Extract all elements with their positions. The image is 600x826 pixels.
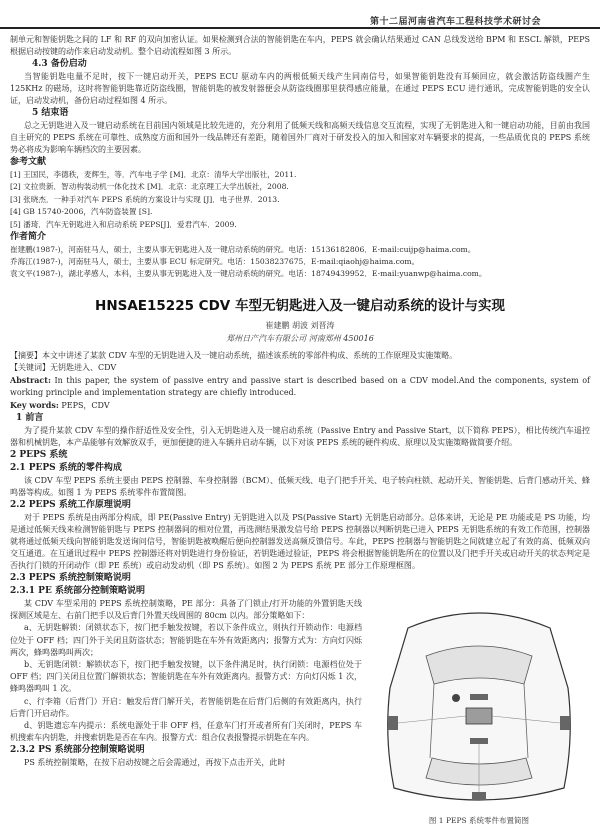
strategy-item-d: d、钥匙遗忘车内提示：系统电源处于非 OFF 档，任意车门打开或者所有门关闭时，PEPS 车机搜索车内钥匙，并搜索钥匙是否在车内。报警方式：组合仪表报警提示钥匙在车内。 [10, 721, 362, 743]
tailgate-switch [472, 792, 486, 800]
paragraph-2-2: 对于 PEPS 系统是由两部分构成，即 PE(Passive Entry) 无钥匙进入以及 PS(Passive Start) 无钥匙启动部分。总体来讲，无论是 PE 功能或是 PS 功能，均是通过低频天线来检测智能钥匙与 PEPS 控制器间的相对位置，再选测结果激发信号给 PEPS 控制器以判断钥匙已进入 PEPS 无钥匙系统的有效工作范围，控制器就将通过低频天线向智能钥匙发送询问信号，智能钥匙被唤醒后便向控制器发送高频反馈信号。车此，PEPS 控制器与智能钥匙之间就建立起了有效的高、低频双向交互通道。在互通讯过程中 PEPS 控制器还将对钥匙进行身份验证，若钥匙通过验证，PEPS 将会根据智能钥匙所在的位置以及门把手开关或启动开关的状态判定是否执行门锁的开闭动作（即 PE 系统）或启动发动机（即 PS 系统）。如图 2 为 PEPS 系统 PE 部分工作原理框图。 [10, 513, 590, 571]
strategy-item-c: c、行李箱（后背门）开启：触发后背门解开关，若智能钥匙在后背门后侧的有效距离内，执行后背门开启动作。 [10, 696, 362, 718]
reference-item: [2] 文拉贵新．智动构装动机一体化技术 [M]．北京：北京理工大学出版社，2008. [10, 182, 289, 192]
strategy-item-a: a、无钥匙解锁：闭锁状态下，按门把手触发按键，若以下条件成立，则执行开锁动作：电源档位处于 OFF 档；四门外于关闭且防盗状态；智能钥匙在车外有效距离内；报警方式为：方向灯闪烁两次，蜂鸣器鸣叫两次； [10, 623, 362, 657]
right-door-handle [560, 716, 570, 730]
paragraph-prev-3: 总之无钥匙进入及一键启动系统在目前国内领域是比较先进的，充分利用了低频天线和高频天线信息交互流程，实现了无钥匙进入和一键启动功能，目前由我国自主研究的 PEPS 系统在可靠性、成熟度方面和国外一线品牌还有差距，随着国外厂商对于研发投入的加入和国家对车辆要求的提高，一些品质优良的 PEPS 系统势必将成为影响车辆档次的主要因素。 [10, 121, 590, 154]
peps-controller [466, 708, 492, 724]
conference-header: 第十二届河南省汽车工程科技学术研讨会 [370, 17, 542, 27]
abstract-en-text: In this paper, the system of passive entry and passive start is described based on a CDV model.And the components, system of working principle and implementation strategy are chiefly introduced. [10, 376, 590, 398]
paragraph-2-3-2: PS 系统控制策略，在按下启动按键之后会需通过，再按下点击开关，此时 [24, 758, 286, 768]
section-heading-1: 1 前言 [16, 413, 44, 424]
car-topview-diagram [368, 598, 590, 814]
start-button [452, 694, 460, 702]
peps-layout-figure [368, 598, 590, 826]
reference-item: [4] GB 15740-2006，汽车防盗装置 [S]. [10, 207, 153, 217]
keywords-en [10, 399, 590, 412]
rear-antenna [470, 738, 488, 744]
keywords-en-label: Key words: [10, 400, 59, 411]
paragraph-intro: 为了提升某款 CDV 车型的操作舒适性及安全性，引入无钥匙进入及一键启动系统（Passive Entry and Passive Start，以下简称 PEPS），相比传统汽车遥控器和机械钥匙，本产品能够有效解放双手，更加便捷的进入车辆并启动车辆，以下对该 PEPS 系统的硬件构成、原理以及实施策略做简要介绍。 [10, 426, 590, 448]
paper-affiliation: 郑州日产汽车有限公司 河南郑州 450016 [226, 334, 374, 344]
author-bio-line: 袁文平(1987-)，湖北孝感人，本科，主要从事无钥匙进入及一键启动系统的研究。电话：18749439952．E-mail:yuanwp@haima.com。 [10, 269, 487, 279]
windshield [426, 646, 532, 684]
page-content [10, 34, 590, 826]
section-heading-2-3-2: 2.3.2 PS 系统部分控制策略说明 [10, 745, 145, 756]
section-heading-5: 5 结束语 [32, 108, 69, 118]
abstract-en-label: Abstract: [10, 375, 51, 386]
abstract-cn: 【摘要】本文中讲述了某款 CDV 车型的无钥匙进入及一键启动系统，描述该系统的零部件构成、系统的工作原理及实施策略。 [10, 351, 458, 361]
author-bio-heading: 作者简介 [10, 232, 47, 243]
paragraph-prev-2: 当智能钥匙电量不足时，按下一键启动开关，PEPS ECU 驱动车内的两根低频天线产生同南信号，如果智能钥匙没有耳频回应，就会激活防盗线圈产生 125KHz 的磁场，这时将智能钥匙靠近防盗线圈，智能钥匙的被发射器便会从防盗线圈那里获得感应能量，在通过 PEPS ECU 进行通讯，完成智能钥匙的安全认证，启动发动机，备份启动过程如图 4 所示。 [10, 72, 590, 105]
paragraph-prev-1: 制单元和智能钥匙之间的 LF 和 RF 的双向加密认证。如果检测到合法的智能钥匙在车内，PEPS 就会确认结果通过 CAN 总线发送给 BPM 和 ESCL 解锁，PEPS 根据启动按键的动作来启动发动机。整个启动流程如图 3 所示。 [10, 35, 590, 56]
reference-item: [5] 潘琦．汽车无钥匙进入和启动系统 PEPS[J]．爱君汽车．2009. [10, 219, 237, 229]
paper-title: HNSAE15225 CDV 车型无钥匙进入及一键启动系统的设计与实现 [95, 298, 505, 315]
left-door-handle [388, 716, 398, 730]
section-heading-2-2: 2.2 PEPS 系统工作原理说明 [10, 500, 131, 511]
header-rule [0, 27, 600, 29]
section-heading-2-1: 2.1 PEPS 系统的零件构成 [10, 463, 122, 474]
keywords-cn: 【关键词】无钥匙进入、CDV [10, 363, 117, 373]
paper-authors: 崔建鹏 胡波 刘晋涛 [265, 321, 335, 331]
abstract-en [10, 374, 590, 399]
paragraph-2-3-1: 某 CDV 车型采用的 PEPS 系统控制策略，PE 部分：具备了门锁止/打开功能的外置钥匙天线探测区域是左、右前门把手以及后背门外置天线周围的 80cm 以内。部分策略如下： [10, 599, 362, 621]
two-column-area [10, 598, 590, 826]
section-heading-2-3: 2.3 PEPS 系统控制策略说明 [10, 573, 131, 584]
left-column [10, 598, 362, 770]
figure-caption: 图 1 PEPS 系统零件布置简图 [428, 816, 530, 826]
references-heading: 参考文献 [10, 157, 47, 167]
keywords-en-text: PEPS，CDV [58, 401, 110, 411]
author-bio-line: 乔海江(1987-)，河南驻马人，硕士，主要从事 ECU 标定研究。电话：15038237675．E-mail:qiaohj@haima.com。 [10, 257, 420, 267]
reference-item: [1] 王国民，李德秩，麦辉生，等．汽车电子学 [M]．北京：清华大学出版社，2011. [10, 170, 297, 179]
author-bio-line: 崔建鹏(1987-)，河南驻马人，硕士，主要从事无钥匙进入及一键启动系统的研究。电话：15136182806．E-mail:cuijp@haima.com。 [10, 245, 476, 255]
strategy-item-b: b、无钥匙闭锁：解锁状态下，按门把手触发按键，以下条件满足时，执行闭锁：电源档位处于 OFF 档；四门关闭且位置门解锁状态；智能钥匙在车外有效距离内。报警方式：方向灯闪烁 1 次，蜂鸣器鸣叫 1 次。 [10, 660, 362, 694]
reference-item: [3] 张晓杰．一种手对汽车 PEPS 系统的方案设计与实现 [J]．电子世界．2013. [10, 194, 280, 204]
section-heading-2-3-1: 2.3.1 PE 系统部分控制策略说明 [10, 586, 145, 597]
section-heading-2: 2 PEPS 系统 [10, 450, 68, 461]
paragraph-2-1: 该 CDV 车型 PEPS 系统主要由 PEPS 控制器、车身控制器（BCM）、低频天线、电子门把手开关、电子转向柱锁、起动开关、智能钥匙、后背门感动开关、蜂鸣器等构成。如图 1 为 PEPS 系统零件布置简图。 [10, 476, 590, 498]
front-antenna [470, 694, 488, 700]
section-heading-4-3: 4.3 备份启动 [32, 59, 87, 69]
